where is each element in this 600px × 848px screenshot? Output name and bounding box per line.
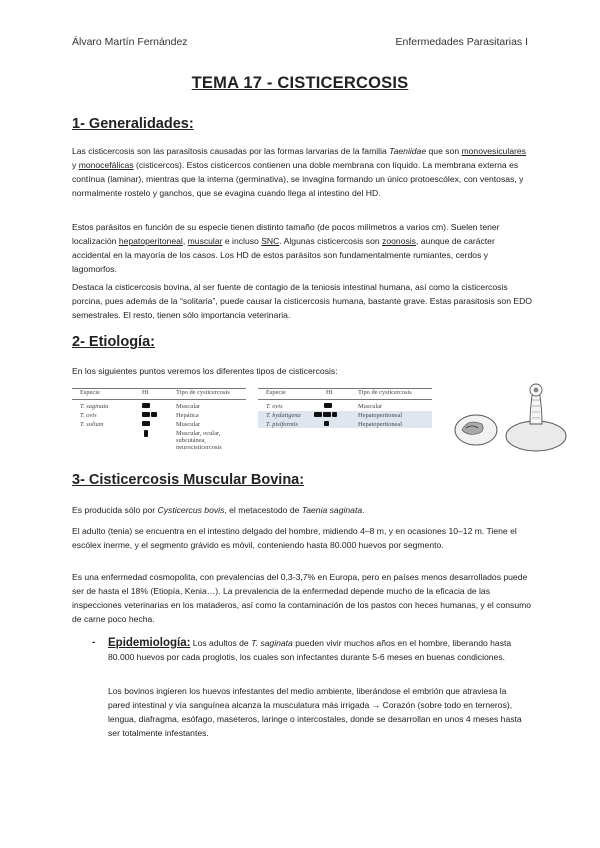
table-1-header-species: Especie — [80, 389, 100, 396]
s1-paragraph-1: Las cisticercosis son las parasitosis causadas por las formas larvarias de la familia Taeniidae que son monovesiculares y monocefálicas (cisticercos). Estos cisticercos contienen una doble membrana con líquido. La membrana externa es contínua (laminar), mientras que la interna (germinativa), se invagina formando un único protoescólex, con ventosas, y normalmente rostelo y ganchos, que se evagina cuando llega al intestino del HD. — [72, 146, 526, 198]
table-1-type: Muscular — [176, 403, 201, 410]
page-title: TEMA 17 - CISTICERCOSIS — [191, 74, 409, 92]
table-1-species: T. saginata — [80, 403, 109, 410]
s2-intro: En los siguientes puntos veremos los diferentes tipos de cisticercosis: — [72, 366, 338, 376]
table-1-header-type: Tipo de cysticercosis — [176, 389, 230, 396]
s3-paragraph-2: El adulto (tenia) se encuentra en el intestino delgado del hombre, midiendo 4–8 m, y en ocasiones 10–12 m. Tiene el escólex inerme, y el segmento grávido es móvil, conteniendo hasta 80.000 huevos por segmento. — [72, 526, 517, 550]
cysticercus-illustration — [450, 380, 574, 456]
table-1-type: Muscular, ocular, subcutánea, neurocisticercosis — [176, 430, 222, 451]
table-2-header-type: Tipo de cysticercosis — [358, 389, 412, 396]
table-2-type: Muscular — [358, 403, 383, 410]
cow-icon — [142, 403, 151, 410]
etiology-table-2 — [258, 388, 432, 428]
table-1-header-hi: HI — [142, 389, 149, 396]
epidemiology-heading: Epidemiología: — [108, 637, 191, 649]
section-3-heading: 3- Cisticercosis Muscular Bovina: — [72, 472, 305, 488]
s1-paragraph-3: Destaca la cisticercosis bovina, al ser fuente de contagio de la teniosis intestinal humana, así como la cisticercosis porcina, pues además de la “solitaria”, puede causar la cisticercosis humana, bastante grave. Estas parasitosis son EDO semestrales. El resto, tienen sólo importancia veterinaria. — [72, 282, 532, 320]
section-2-heading: 2- Etiología: — [72, 334, 155, 350]
etiology-table-1 — [72, 388, 246, 452]
livestock-icons — [314, 412, 338, 419]
table-2-type: Hepatoperitoneal — [358, 412, 403, 419]
table-2-species: T. hydatigena — [266, 412, 301, 419]
s3-paragraph-1: Es producida sólo por Cysticercus bovis, el metacestodo de Taenia saginata. — [72, 505, 365, 515]
table-1-type: Muscular — [176, 421, 201, 428]
header-course: Enfermedades Parasitarias I — [395, 36, 528, 48]
rabbit-icon — [324, 421, 330, 428]
header-author: Álvaro Martín Fernández — [72, 36, 188, 48]
section-1-heading: 1- Generalidades: — [72, 116, 194, 132]
table-2-species: T. ovis — [266, 403, 283, 410]
pig-icon — [142, 421, 151, 428]
table-1-species: T. solium — [80, 421, 104, 428]
s3-paragraph-3: Es una enfermedad cosmopolita, con prevalencias del 0,3-3,7% en Europa, pero en países menos desarrollados puede ser de hasta el 18% (Etiopía, Kenia…). La prevalencia de la enfermedad depende mucho de la eficacia de las inspecciones veterinarias en los mataderos, así como la contaminación de los pastos con heces humanas, y el consumo de carne poco hecha. — [72, 572, 532, 624]
epidemiology-paragraph-2: Los bovinos ingieren los huevos infestantes del medio ambiente, liberándose el embrión que atraviesa la pared intestinal y vía sanguínea alcanza la musculatura más irrigada → Corazón (sobre todo en terneros), lengua, diafragma, esófago, maseteros, laringe o intercostales, donde se desarrollan en unos 4 meses hasta ser totalmente infestantes. — [108, 686, 522, 738]
sheep-icon — [324, 403, 333, 410]
table-2-header-species: Especie — [266, 389, 286, 396]
s1-paragraph-2: Estos parásitos en función de su especie tienen distinto tamaño (de pocos milímetros a varios cm). Suelen tener localización hepatoperitoneal, muscular e incluso SNC. Algunas cisticercosis son zoonosis, aunque de carácter accidental en la mayoría de los casos. Los HD de estos parásitos son fundamentalmente rumiantes, cerdos y lagomorfos. — [72, 222, 500, 274]
table-1-species: T. ovis — [80, 412, 97, 419]
table-2-header-hi: HI — [326, 389, 333, 396]
sheep-icon — [142, 412, 158, 419]
epidemiology-bullet: - — [92, 637, 96, 648]
epidemiology-paragraph-1: Epidemiología: Los adultos de T. saginata pueden vivir muchos años en el hombre, liberando hasta 80.000 huevos por cada proglotis, los cuales son infectantes durante 5-6 meses en buenas condiciones. — [108, 637, 512, 662]
table-2-species: T. pisiformis — [266, 421, 298, 428]
table-2-type: Hepatoperitoneal — [358, 421, 403, 428]
table-1-type: Hepática — [176, 412, 199, 419]
human-icon — [144, 430, 149, 439]
